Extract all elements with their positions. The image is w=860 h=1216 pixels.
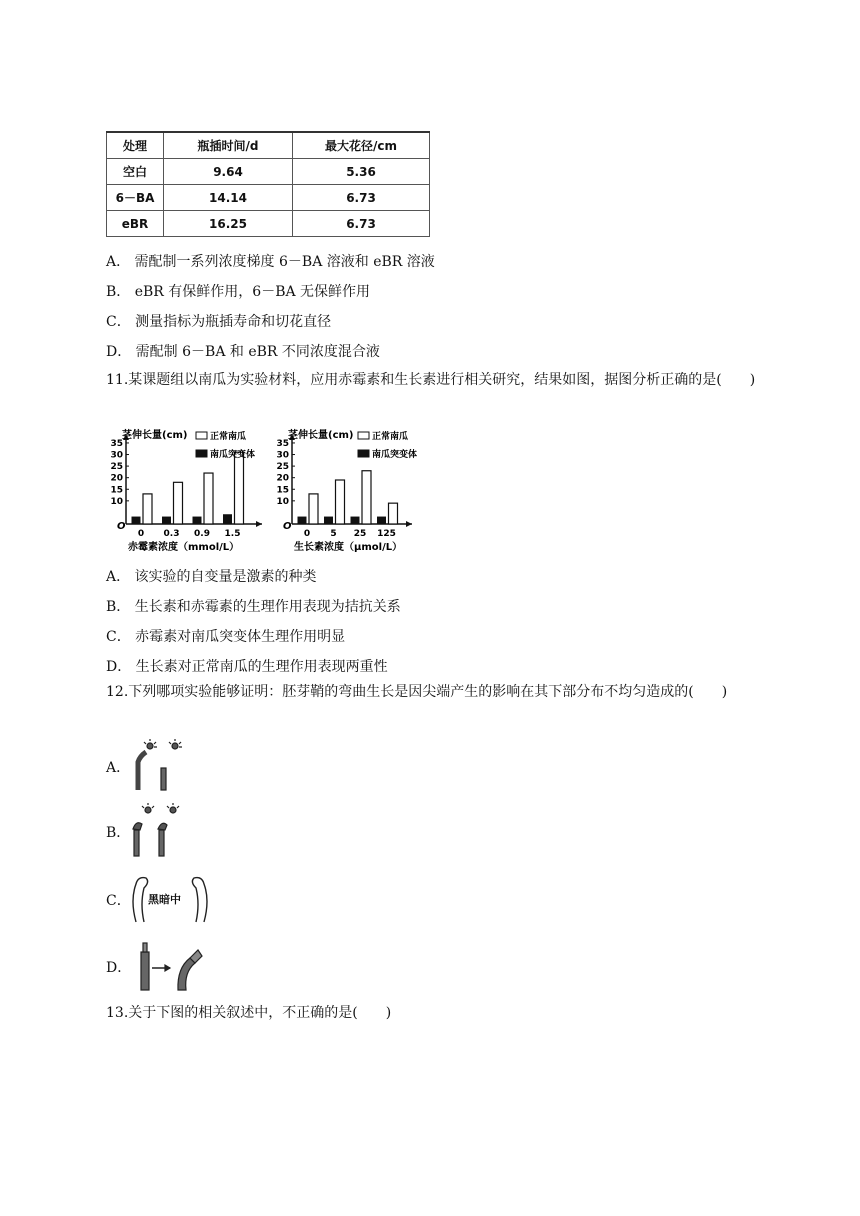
q12-figure-d (132, 940, 222, 992)
q11-option-b: B． 生长素和赤霉素的生理作用表现为拮抗关系 (106, 599, 401, 615)
legend-label-mutant: 南瓜突变体 (372, 450, 418, 460)
x-tick-label: 0.3 (163, 529, 180, 539)
q11-option-c: C． 赤霉素对南瓜突变体生理作用明显 (106, 629, 346, 645)
q10-option-b: B． eBR 有保鲜作用，6－BA 无保鲜作用 (106, 284, 371, 300)
x-tick-label: 0 (137, 529, 145, 539)
y-tick-label: 10 (110, 496, 123, 507)
y-tick-label: 25 (276, 462, 289, 473)
bar-mutant (224, 515, 232, 524)
bar-normal (204, 473, 213, 524)
legend-swatch-mutant (358, 450, 369, 457)
legend-label-normal: 正常南瓜 (372, 432, 409, 442)
origin-label: O (117, 521, 126, 532)
q12-option-a-label: A． (106, 760, 131, 776)
table-header: 处理 (107, 132, 164, 159)
q12-option-d-label: D． (106, 960, 132, 976)
table-cell: 5.36 (293, 159, 430, 185)
darkness-label: 黑暗中 (148, 893, 181, 906)
q12-figure-c (128, 870, 212, 926)
x-tick-label: 0 (303, 529, 311, 539)
bar-mutant (325, 517, 333, 524)
results-table (106, 131, 430, 237)
table-row (107, 211, 430, 237)
q12-option-c-label: C． (106, 893, 131, 909)
legend-swatch-normal (196, 432, 207, 439)
origin-label: O (283, 521, 292, 532)
x-tick-label: 0.9 (194, 529, 210, 539)
y-tick-label: 25 (110, 462, 123, 473)
x-tick-label: 25 (353, 529, 367, 539)
q12-figure-a (130, 738, 200, 794)
legend-label-normal: 正常南瓜 (210, 432, 247, 442)
bar-normal (389, 503, 398, 524)
x-tick-label: 125 (377, 529, 396, 539)
table-header: 瓶插时间/d (164, 132, 293, 159)
q11-option-d: D． 生长素对正常南瓜的生理作用表现两重性 (106, 659, 388, 675)
q12-stem: 12.下列哪项实验能够证明：胚芽鞘的弯曲生长是因尖端产生的影响在其下部分布不均匀造成的( ) (106, 684, 728, 700)
x-axis-arrow (256, 521, 262, 527)
y-tick-label: 10 (276, 496, 289, 507)
q10-option-a: A． 需配制一系列浓度梯度 6－BA 溶液和 eBR 溶液 (106, 254, 435, 270)
q10-option-d: D． 需配制 6－BA 和 eBR 不同浓度混合液 (106, 344, 380, 360)
table-cell: 14.14 (164, 185, 293, 211)
bar-mutant (163, 517, 171, 524)
q11-stem: 11.某课题组以南瓜为实验材料，应用赤霉素和生长素进行相关研究，结果如图，据图分析正确的是( ) (106, 372, 756, 388)
bar-mutant (193, 517, 201, 524)
table-row (107, 185, 430, 211)
x-axis-label: 赤霉素浓度（mmol/L） (128, 542, 240, 553)
y-tick-label: 35 (110, 438, 123, 449)
x-axis-arrow (406, 521, 412, 527)
legend-swatch-mutant (196, 450, 207, 457)
bar-normal (174, 482, 183, 524)
bar-normal (309, 494, 318, 524)
bar-normal (336, 480, 345, 524)
x-axis-label: 生长素浓度（μmol/L） (294, 542, 403, 553)
q13-stem: 13.关于下图的相关叙述中，不正确的是( ) (106, 1005, 392, 1021)
table-header: 最大花径/cm (293, 132, 430, 159)
table-header-row (107, 132, 430, 159)
auxin-chart (270, 426, 420, 556)
gibberellin-chart (104, 426, 270, 556)
table-cell: 空白 (107, 159, 164, 185)
bar-mutant (298, 517, 306, 524)
x-tick-label: 5 (330, 529, 337, 539)
y-tick-label: 30 (276, 450, 289, 461)
y-tick-label: 35 (276, 438, 289, 449)
q11-option-a: A． 该实验的自变量是激素的种类 (106, 569, 317, 585)
table-row (107, 159, 430, 185)
table-cell: 6.73 (293, 211, 430, 237)
bar-mutant (378, 517, 386, 524)
bar-mutant (132, 517, 140, 524)
table-cell: eBR (107, 211, 164, 237)
y-tick-label: 30 (110, 450, 123, 461)
y-axis-label: 茎伸长量(cm) (288, 430, 354, 441)
table-cell: 16.25 (164, 211, 293, 237)
table-cell: 6－BA (107, 185, 164, 211)
q12-figure-b (128, 800, 188, 860)
bar-normal (235, 452, 244, 524)
y-tick-label: 20 (276, 473, 289, 484)
table-cell: 6.73 (293, 185, 430, 211)
bar-normal (362, 471, 371, 524)
y-tick-label: 15 (276, 485, 289, 496)
y-tick-label: 15 (110, 485, 123, 496)
bar-mutant (351, 517, 359, 524)
y-axis-label: 茎伸长量(cm) (122, 430, 188, 441)
q12-option-b-label: B． (106, 825, 131, 841)
x-tick-label: 1.5 (224, 529, 241, 539)
q10-option-c: C． 测量指标为瓶插寿命和切花直径 (106, 314, 332, 330)
legend-label-mutant: 南瓜突变体 (210, 450, 256, 460)
table-cell: 9.64 (164, 159, 293, 185)
y-tick-label: 20 (110, 473, 123, 484)
legend-swatch-normal (358, 432, 369, 439)
bar-normal (143, 494, 152, 524)
